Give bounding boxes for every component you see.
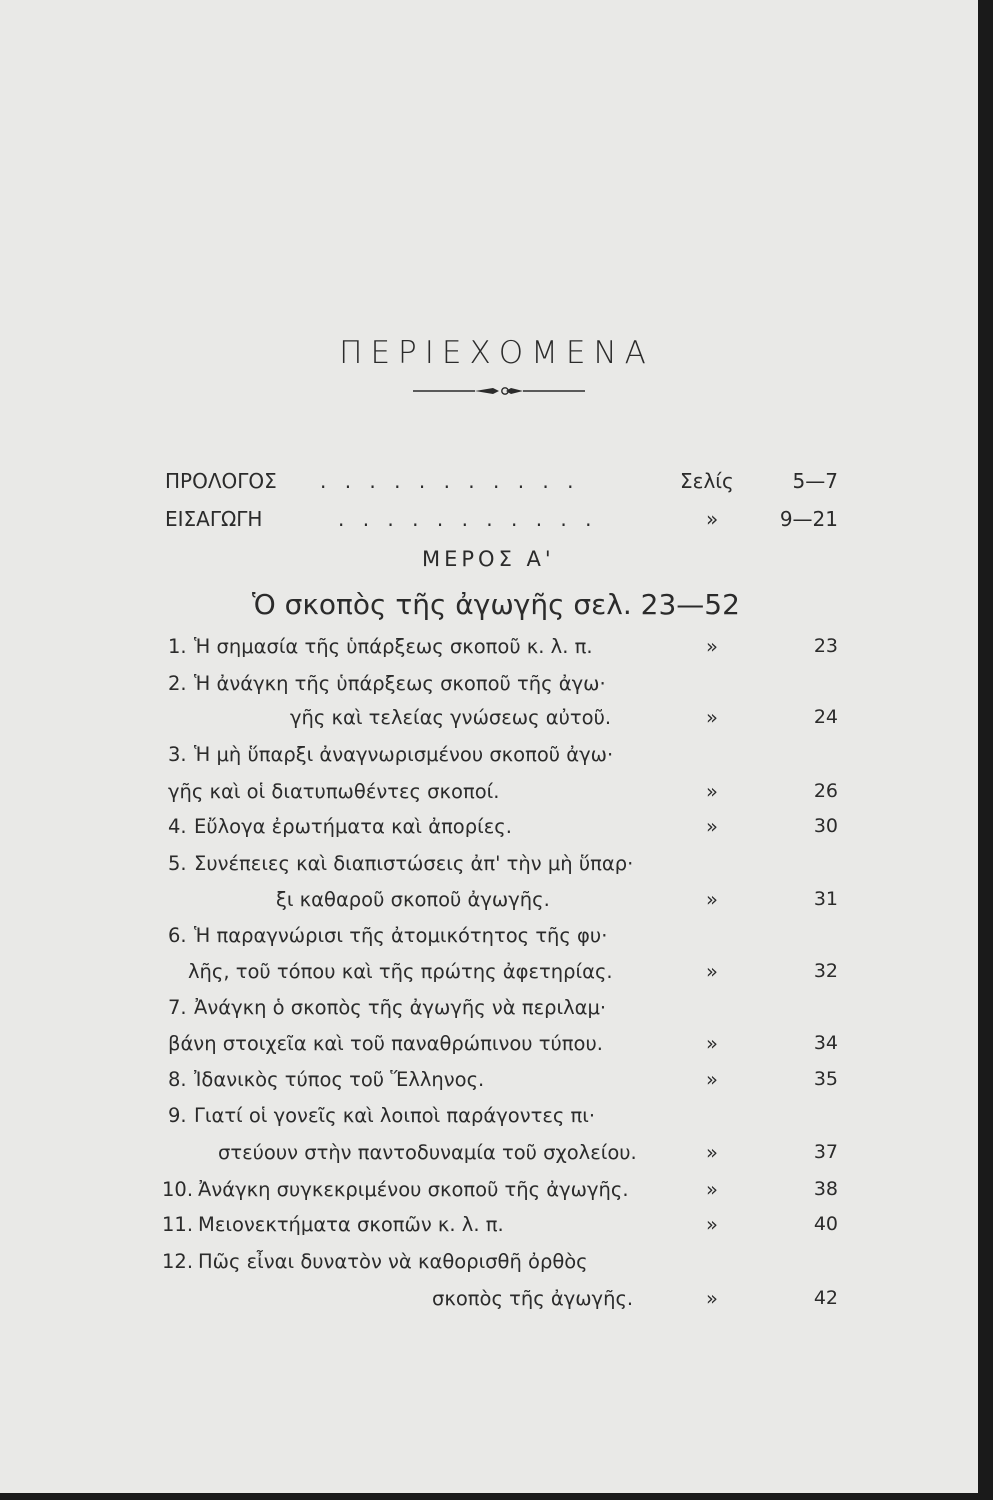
entry-9-page: 37	[813, 1141, 838, 1163]
entry-2-page: 24	[813, 706, 838, 728]
entry-12-ditto: »	[706, 1287, 718, 1310]
entry-12-title: Πῶς εἶναι δυνατὸν νὰ καθορισθῆ ὀρθὸς	[198, 1250, 588, 1273]
entry-12-title-cont: σκοπὸς τῆς ἀγωγῆς.	[432, 1287, 634, 1310]
entry-1-page: 23	[813, 635, 838, 657]
entry-1-title: Ἡ σημασία τῆς ὑπάρξεως σκοποῦ κ. λ. π.	[194, 635, 593, 658]
entry-5-title: Συνέπειες καὶ διαπιστώσεις ἀπ' τὴν μὴ ὕπαρ·	[194, 852, 634, 875]
entry-3-page: 26	[813, 780, 838, 802]
part-subtitle: Ὁ σκοπὸς τῆς ἀγωγῆς σελ. 23—52	[252, 588, 740, 621]
entry-6-title: Ἡ παραγνώρισι τῆς ἀτομικότητος τῆς φυ·	[194, 924, 608, 947]
entry-8-title: Ἰδανικὸς τύπος τοῦ Ἕλληνος.	[194, 1068, 485, 1091]
entry-7-title-cont: βάνη στοιχεῖα καὶ τοῦ παναθρώπινου τύπου.	[168, 1032, 603, 1055]
toc-prologue-label: ΠΡΟΛΟΓΟΣ	[165, 469, 277, 493]
toc-introduction-leader: . . . . . . . . . . .	[338, 507, 598, 531]
entry-8-page: 35	[813, 1068, 838, 1090]
entry-3-title-cont: γῆς καὶ οἱ διατυπωθέντες σκοποί.	[168, 780, 500, 803]
toc-prologue-ditto: Σελίς	[680, 469, 734, 493]
entry-2-ditto: »	[706, 706, 718, 729]
entry-11-title: Μειονεκτήματα σκοπῶν κ. λ. π.	[198, 1213, 504, 1236]
entry-7-ditto: »	[706, 1032, 718, 1055]
toc-introduction-ditto: »	[706, 507, 719, 531]
entry-12-number: 12.	[162, 1250, 194, 1273]
title-ornament	[413, 384, 585, 398]
entry-5-ditto: »	[706, 888, 718, 911]
entry-1-ditto: »	[706, 635, 718, 658]
entry-2-title: Ἡ ἀνάγκη τῆς ὑπάρξεως σκοποῦ τῆς ἀγω·	[194, 672, 606, 695]
entry-4-title: Εὔλογα ἐρωτήματα καὶ ἀπορίες.	[194, 815, 512, 838]
entry-8-ditto: »	[706, 1068, 718, 1091]
entry-5-page: 31	[813, 888, 838, 910]
entry-9-title: Γιατί οἱ γονεῖς καὶ λοιποὶ παράγοντες πι·	[194, 1104, 596, 1127]
entry-9-ditto: »	[706, 1141, 718, 1164]
entry-4-number: 4.	[168, 815, 187, 838]
toc-introduction-label: ΕΙΣΑΓΩΓΗ	[165, 507, 263, 531]
entry-10-ditto: »	[706, 1178, 718, 1201]
entry-12-page: 42	[813, 1287, 838, 1309]
entry-11-number: 11.	[162, 1213, 194, 1236]
page-title: ΠΕΡΙΕΧΟΜΕΝΑ	[339, 335, 654, 371]
toc-prologue-pages: 5—7	[792, 469, 838, 493]
entry-7-title: Ἀνάγκη ὁ σκοπὸς τῆς ἀγωγῆς νὰ περιλαμ·	[194, 996, 607, 1019]
entry-9-number: 9.	[168, 1104, 187, 1127]
entry-9-title-cont: στεύουν στὴν παντοδυναμία τοῦ σχολείου.	[218, 1141, 637, 1164]
entry-6-page: 32	[813, 960, 838, 982]
entry-8-number: 8.	[168, 1068, 187, 1091]
entry-2-number: 2.	[168, 672, 187, 695]
entry-6-title-cont: λῆς, τοῦ τόπου καὶ τῆς πρώτης ἀφετηρίας.	[188, 960, 613, 983]
entry-11-ditto: »	[706, 1213, 718, 1236]
part-heading: ΜΕΡΟΣ Α'	[422, 547, 555, 571]
entry-10-number: 10.	[162, 1178, 194, 1201]
entry-6-number: 6.	[168, 924, 187, 947]
entry-7-number: 7.	[168, 996, 187, 1019]
entry-6-ditto: »	[706, 960, 718, 983]
entry-1-number: 1.	[168, 635, 187, 658]
entry-3-ditto: »	[706, 780, 718, 803]
entry-5-number: 5.	[168, 852, 187, 875]
entry-3-title: Ἡ μὴ ὕπαρξι ἀναγνωρισμένου σκοποῦ ἀγω·	[194, 743, 614, 766]
entry-10-title: Ἀνάγκη συγκεκριμένου σκοποῦ τῆς ἀγωγῆς.	[198, 1178, 629, 1201]
entry-5-title-cont: ξι καθαροῦ σκοποῦ ἀγωγῆς.	[276, 888, 550, 911]
entry-10-page: 38	[813, 1178, 838, 1200]
entry-3-number: 3.	[168, 743, 187, 766]
toc-prologue-leader: . . . . . . . . . . .	[320, 469, 580, 493]
entry-4-page: 30	[813, 815, 838, 837]
entry-4-ditto: »	[706, 815, 718, 838]
entry-7-page: 34	[813, 1032, 838, 1054]
entry-11-page: 40	[813, 1213, 838, 1235]
toc-introduction-pages: 9—21	[779, 507, 838, 531]
entry-2-title-cont: γῆς καὶ τελείας γνώσεως αὐτοῦ.	[290, 706, 612, 729]
